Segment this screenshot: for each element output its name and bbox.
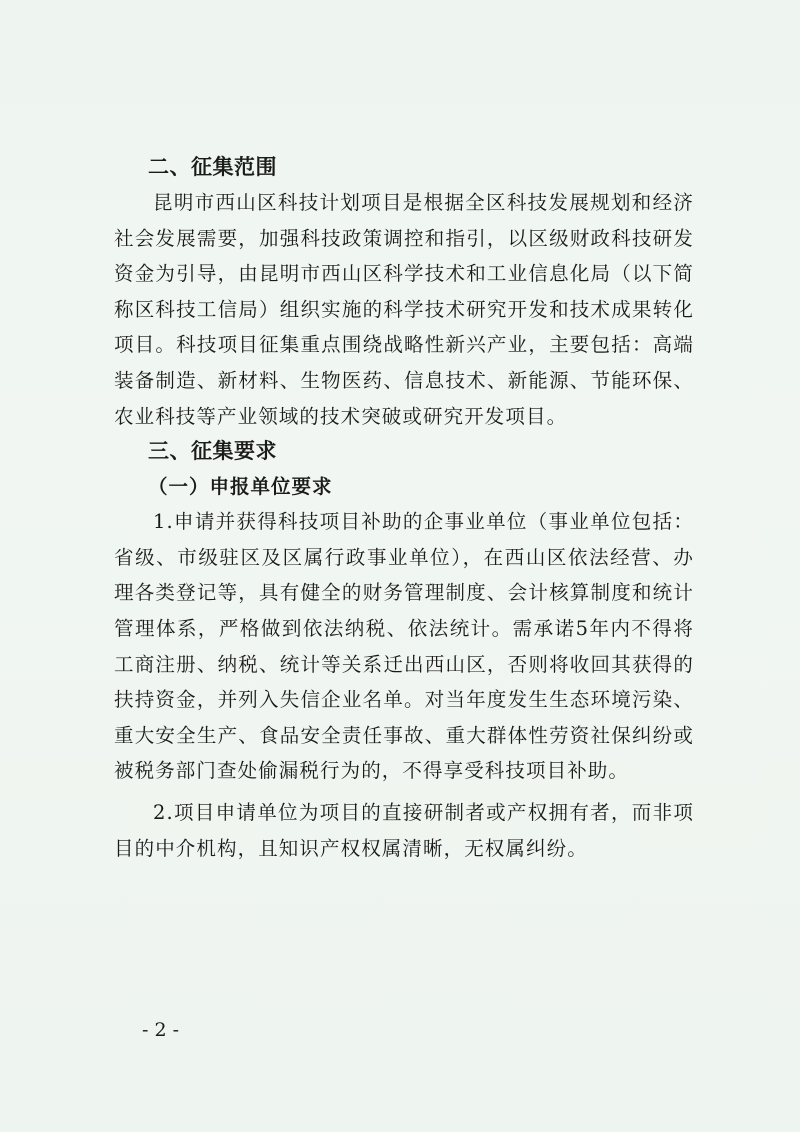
paragraph-requirement-1: 1.申请并获得科技项目补助的企事业单位（事业单位包括：省级、市级驻区及区属行政事业单位），在西山区依法经营、办理各类登记等，具有健全的财务管理制度、会计核算制度和统计管理体系，严格做到依法纳税、依法统计。需承诺5年内不得将工商注册、纳税、统计等关系迁出西山区，否则将收回其获得的扶持资金，并列入失信企业名单。对当年度发生生态环境污染、重大安全生产、食品安全责任事故、重大群体性劳资社保纠纷或被税务部门查处偷漏税行为的，不得享受科技项目补助。: [114, 510, 694, 783]
paragraph-requirement-2: 2.项目申请单位为项目的直接研制者或产权拥有者，而非项目的中介机构，且知识产权权属清晰，无权属纠纷。: [114, 800, 694, 860]
paragraph-scope: 昆明市西山区科技计划项目是根据全区科技发展规划和经济社会发展需要，加强科技政策调控和指引，以区级财政科技研发资金为引导，由昆明市西山区科学技术和工业信息化局（以下简称区科技工信局）组织实施的科学技术研究开发和技术成果转化项目。科技项目征集重点围绕战略性新兴产业，主要包括：高端装备制造、新材料、生物医药、信息技术、新能源、节能环保、农业科技等产业领域的技术突破或研究开发项目。: [114, 191, 694, 428]
section-heading-scope: 二、征集范围: [148, 155, 277, 179]
section-heading-requirements: 三、征集要求: [148, 439, 277, 464]
document-body: [114, 150, 694, 866]
subsection-heading-applicant-requirements: （一）申报单位要求: [148, 475, 333, 499]
page-number: - 2 -: [142, 1019, 180, 1041]
